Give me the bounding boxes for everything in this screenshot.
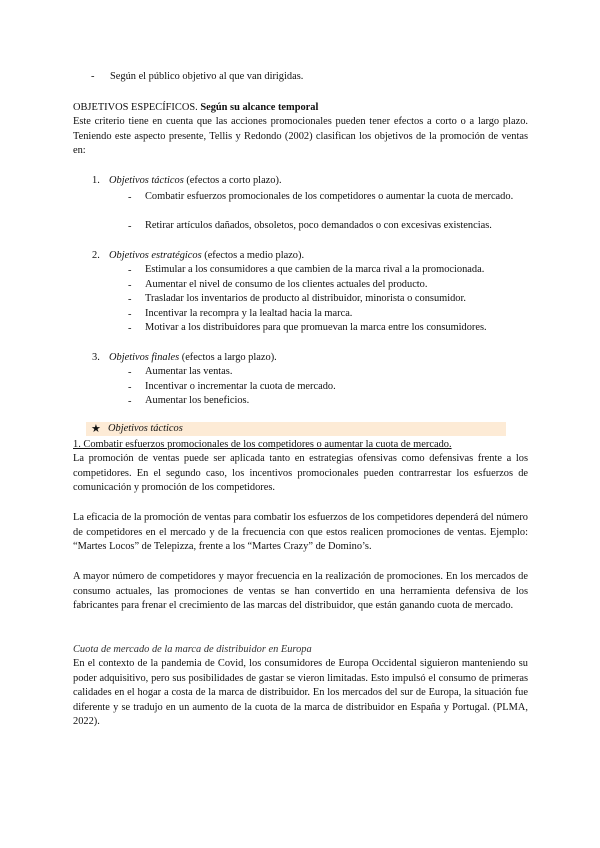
bullet-dash: - [128,382,132,393]
list-subitem: Aumentar el nivel de consumo de los clientes actuales del producto. [145,279,428,290]
heading-prefix: OBJETIVOS ESPECÍFICOS. [73,102,201,113]
list-subitem: Retirar artículos dañados, obsoletos, poco demandados o con excesivas existencias. [145,220,492,231]
list-title-suffix: (efectos a largo plazo). [179,352,277,363]
list-subitem: Motivar a los distribuidores para que promuevan la marca entre los consumidores. [145,322,487,333]
intro-paragraph: Este criterio tiene en cuenta que las acciones promocionales pueden tener efectos a corto o a largo plazo. Teniendo este aspecto presente, Tellis y Redondo (2002) clasifican los objetivos de la promoción de ventas en: [73,116,528,157]
list-subitem: Incentivar la recompra y la lealtad hacia la marca. [145,308,353,319]
list-item-title [109,174,282,189]
star-icon: ★ [91,423,101,435]
list-item-title [109,351,277,366]
top-bullet-text: Según el público objetivo al que van dirigidas. [110,71,304,82]
subheading-underlined: 1. Combatir esfuerzos promocionales de los competidores o aumentar la cuota de mercado. [73,439,452,450]
list-title-italic: Objetivos estratégicos [109,250,202,261]
heading-bold: Según su alcance temporal [200,102,319,113]
list-subitem: Estimular a los consumidores a que cambien de la marca rival a la promocionada. [145,264,485,275]
section-heading [73,101,318,116]
bullet-dash: - [91,71,95,82]
bullet-dash: - [128,221,132,232]
list-subitem: Combatir esfuerzos promocionales de los competidores o aumentar la cuota de mercado. [145,191,514,202]
subheading-italic: Cuota de mercado de la marca de distribuidor en Europa [73,644,312,655]
paragraph: En el contexto de la pandemia de Covid, los consumidores de Europa Occidental siguieron manteniendo su poder adquisitivo, pero sus posibilidades de gastar se vieron limitadas. Esto impulsó el consumo de primeras calidades en el hogar a costa de la marca de distribuidor. En los mercados del sur de Europa, la situación fue diferente y se tradujo en un aumento de la cuota de la marca de distribuidor en España y Portugal. (PLMA, 2022). [73,658,528,728]
list-item-title [109,249,304,264]
bullet-dash: - [128,265,132,276]
bullet-dash: - [128,294,132,305]
bullet-dash: - [128,192,132,203]
list-subitem: Trasladar los inventarios de producto al distribuidor, minorista o consumidor. [145,293,466,304]
bullet-dash: - [128,396,132,407]
paragraph: La eficacia de la promoción de ventas para combatir los esfuerzos de los competidores dependerá del número de competidores en el mercado y de la frecuencia con que estos realicen promociones de ventas. Ejemplo: “Martes Locos” de Telepizza, frente a los “Martes Crazy” de Domino’s. [73,512,528,553]
bullet-dash: - [128,323,132,334]
star-heading: Objetivos tácticos [108,423,183,434]
list-title-suffix: (efectos a corto plazo). [183,175,282,186]
bullet-dash: - [128,280,132,291]
list-title-italic: Objetivos tácticos [109,175,184,186]
paragraph: La promoción de ventas puede ser aplicada tanto en estrategias ofensivas como defensivas frente a los competidores. En el segundo caso, los incentivos promocionales pueden contrarrestar los esfuerzos de comunicación y promoción de los competidores. [73,453,528,494]
bullet-dash: - [128,367,132,378]
list-title-suffix: (efectos a medio plazo). [201,250,305,261]
list-item-number: 1. [92,175,100,186]
bullet-dash: - [128,309,132,320]
list-subitem: Aumentar los beneficios. [145,395,250,406]
list-item-number: 3. [92,352,100,363]
list-item-number: 2. [92,250,100,261]
paragraph: A mayor número de competidores y mayor frecuencia en la realización de promociones. En los mercados de consumo actuales, las promociones de ventas se han convertido en una herramienta defensiva de los fabricantes para frenar el crecimiento de las marcas del distribuidor, que están ganando cuota de mercado. [73,571,528,612]
list-title-italic: Objetivos finales [109,352,180,363]
list-subitem: Incentivar o incrementar la cuota de mercado. [145,381,336,392]
list-subitem: Aumentar las ventas. [145,366,233,377]
